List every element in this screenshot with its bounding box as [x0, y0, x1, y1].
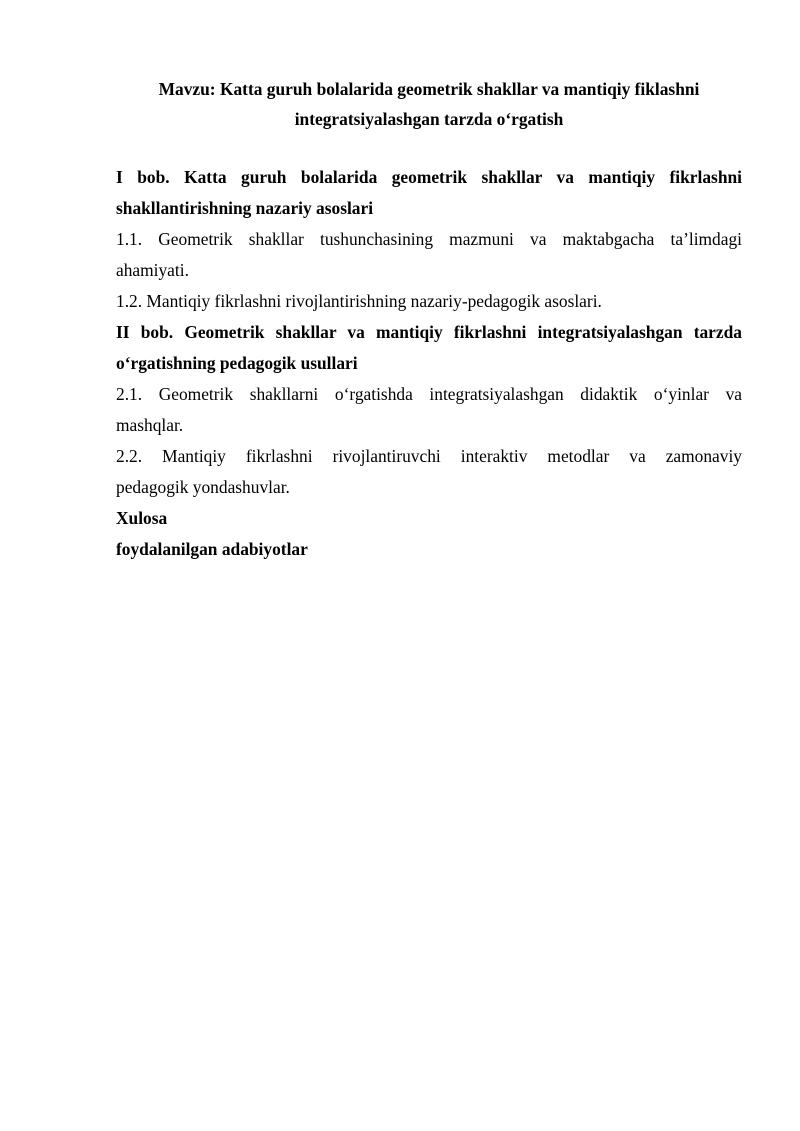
table-of-contents: [116, 162, 742, 565]
section-1-1: 1.1. Geometrik shakllar tushunchasining mazmuni va maktabgacha ta’limdagi ahamiyati.: [116, 229, 742, 280]
title-line-1: Mavzu: Katta guruh bolalarida geometrik shakllar va mantiqiy fiklashni: [158, 79, 700, 99]
conclusion-heading: Xulosa: [116, 508, 168, 528]
section-1-2: 1.2. Mantiqiy fikrlashni rivojlantirishning nazariy-pedagogik asoslari.: [116, 291, 602, 311]
references-heading: foydalanilgan adabiyotlar: [116, 539, 308, 559]
chapter-1-heading: I bob. Katta guruh bolalarida geometrik shakllar va mantiqiy fikrlashni shakllantirishning nazariy asoslari: [116, 167, 742, 218]
section-2-1: 2.1. Geometrik shakllarni o‘rgatishda integratsiyalashgan didaktik o‘yinlar va mashqlar.: [116, 384, 742, 435]
section-2-2: 2.2. Mantiqiy fikrlashni rivojlantiruvchi interaktiv metodlar va zamonaviy pedagogik yondashuvlar.: [116, 446, 742, 497]
title-line-2: integratsiyalashgan tarzda o‘rgatish: [294, 109, 564, 129]
chapter-2-heading: II bob. Geometrik shakllar va mantiqiy fikrlashni integratsiyalashgan tarzda o‘rgatishning pedagogik usullari: [116, 322, 742, 373]
document-page: [116, 74, 742, 565]
document-title: [116, 74, 742, 134]
